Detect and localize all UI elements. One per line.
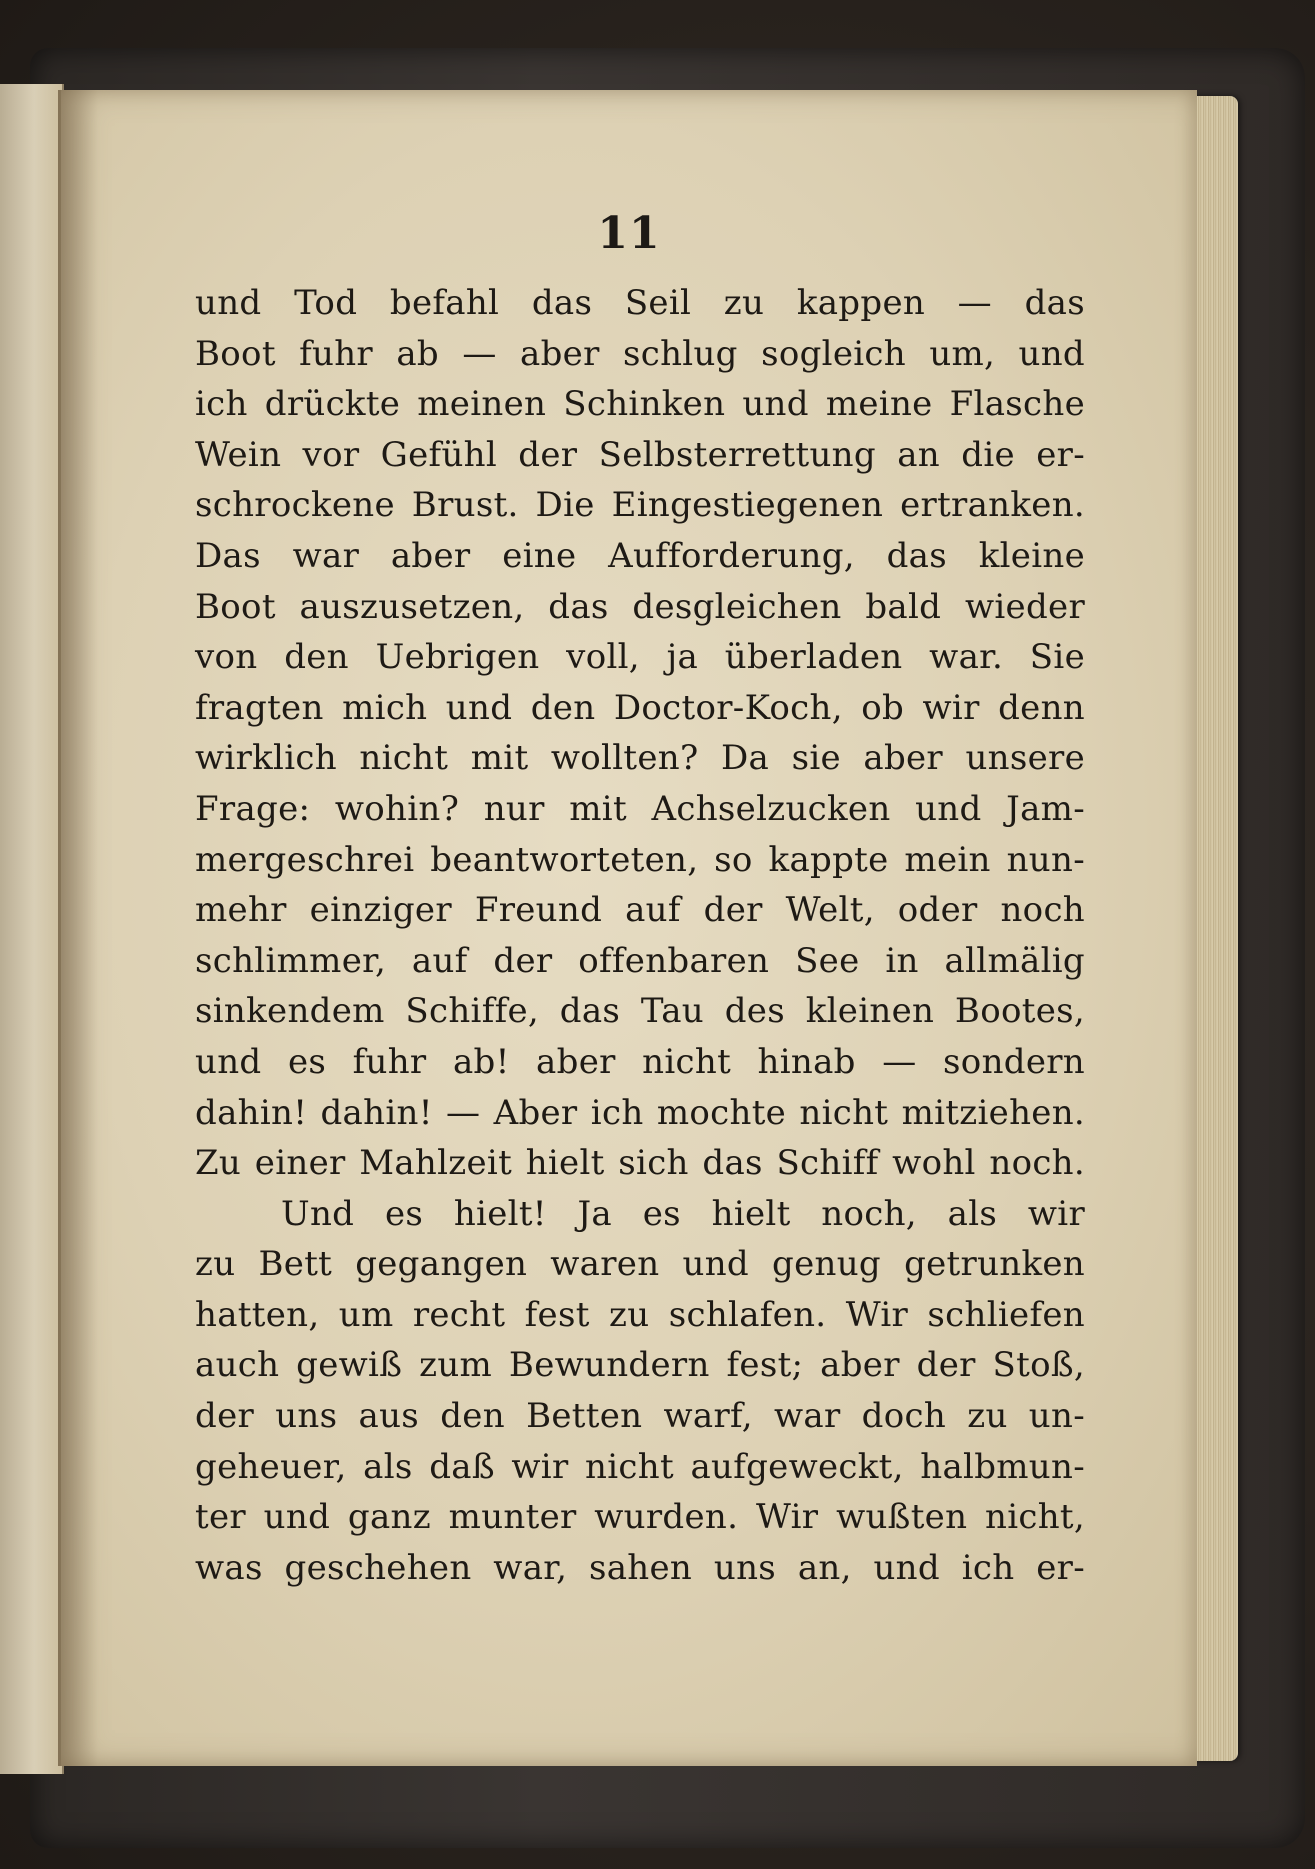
text-line: hatten, um recht fest zu schlafen. Wir schliefen [195,1294,1085,1335]
text-line: Das war aber eine Aufforderung, das kleine [195,535,1085,576]
text-line: dahin! dahin! — Aber ich mochte nicht mitziehen. [195,1092,1085,1133]
text-line: mehr einziger Freund auf der Welt, oder noch [195,890,1085,931]
text-line: wirklich nicht mit wollten? Da sie aber unsere [195,738,1085,779]
text-line: und es fuhr ab! aber nicht hinab — sondern [195,1041,1085,1082]
text-line-paragraph-start: Und es hielt! Ja es hielt noch, als wir [281,1193,1085,1234]
body-text [195,278,1085,1593]
text-line: Zu einer Mahlzeit hielt sich das Schiff wohl noch. [195,1143,1085,1184]
text-line: und Tod befahl das Seil zu kappen — das [195,283,1085,323]
text-line: mergeschrei beantworteten, so kappte mein nun- [195,839,1085,880]
text-line: fragten mich und den Doctor-Koch, ob wir denn [195,687,1085,728]
book-page [58,90,1197,1766]
text-line: Boot fuhr ab — aber schlug sogleich um, und [195,333,1085,374]
text-line: ter und ganz munter wurden. Wir wußten nicht, [195,1497,1085,1538]
text-line: schlimmer, auf der offenbaren See in allmälig [195,940,1085,981]
text-line: sinkendem Schiffe, das Tau des kleinen Bootes, [195,991,1085,1032]
text-line: Boot auszusetzen, das desgleichen bald wieder [195,586,1085,627]
text-line: Wein vor Gefühl der Selbsterrettung an die er- [195,434,1085,475]
page-number: 11 [597,208,661,259]
text-line: geheuer, als daß wir nicht aufgeweckt, halbmun- [195,1446,1085,1487]
text-line: Frage: wohin? nur mit Achselzucken und Jam- [195,788,1085,829]
facing-page-edge [0,84,64,1774]
text-line: zu Bett gegangen waren und genug getrunken [195,1244,1085,1285]
text-line: von den Uebrigen voll, ja überladen war. Sie [195,637,1085,678]
text-line: der uns aus den Betten warf, war doch zu un- [195,1396,1085,1437]
text-line: ich drückte meinen Schinken und meine Flasche [195,384,1085,425]
text-line: schrockene Brust. Die Eingestiegenen ertranken. [195,485,1085,526]
text-line: auch gewiß zum Bewundern fest; aber der Stoß, [195,1345,1085,1386]
text-line: was geschehen war, sahen uns an, und ich er- [195,1547,1085,1588]
